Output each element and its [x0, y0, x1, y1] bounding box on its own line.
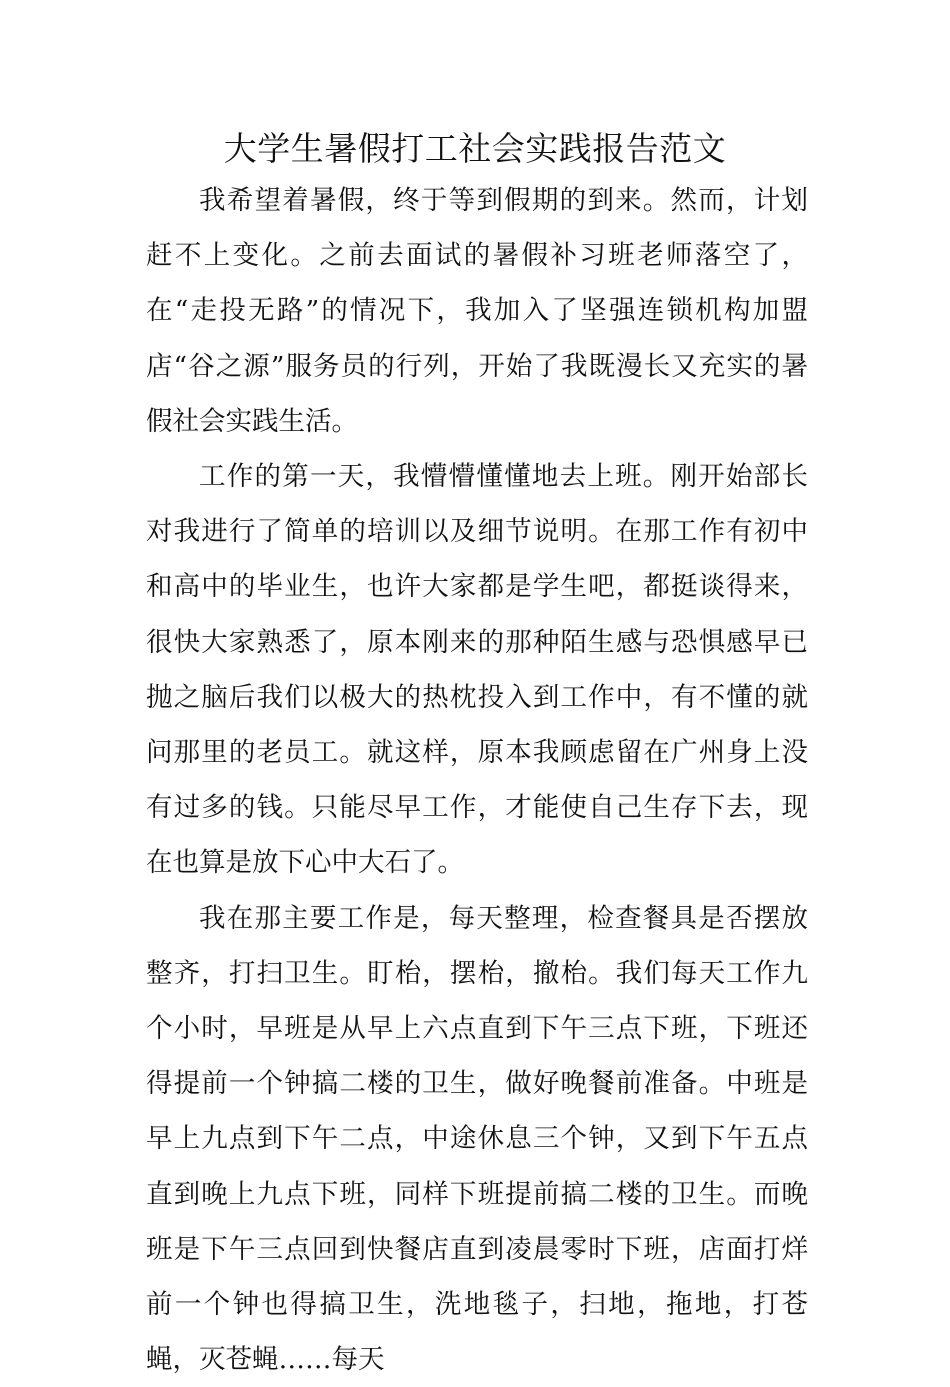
- paragraph-3: 我在那主要工作是，每天整理，检查餐具是否摆放整齐，打扫卫生。盯枱，摆枱，撤枱。我们每天工作九个小时，早班是从早上六点直到下午三点下班，下班还得提前一个钟搞二楼的卫生，做好晚餐前准备。中班是早上九点到下午二点，中途休息三个钟，又到下午五点直到晚上九点下班，同样下班提前搞二楼的卫生。而晚班是下午三点回到快餐店直到凌晨零时下班，店面打烊前一个钟也得搞卫生，洗地毯子，扫地，拖地，打苍蝇，灭苍蝇……每天: [146, 902, 808, 1376]
- paragraph-2: 工作的第一天，我懵懵懂懂地去上班。刚开始部长对我进行了简单的培训以及细节说明。在那工作有初中和高中的毕业生，也许大家都是学生吧，都挺谈得来，很快大家熟悉了，原本刚来的那种陌生感与恐惧感早已抛之脑后我们以极大的热枕投入到工作中，有不懂的就问那里的老员工。就这样，原本我顾虑留在广州身上没有过多的钱。只能尽早工作，才能使自己生存下去，现在也算是放下心中大石了。: [146, 461, 808, 879]
- paragraph-1: 我希望着暑假，终于等到假期的到来。然而，计划赶不上变化。之前去面试的暑假补习班老师落空了，在“走投无路”的情况下，我加入了坚强连锁机构加盟店“谷之源”服务员的行列，开始了我既漫长又充实的暑假社会实践生活。: [146, 185, 808, 437]
- document-body: [146, 173, 808, 1387]
- document-title: 大学生暑假打工社会实践报告范文: [223, 129, 727, 168]
